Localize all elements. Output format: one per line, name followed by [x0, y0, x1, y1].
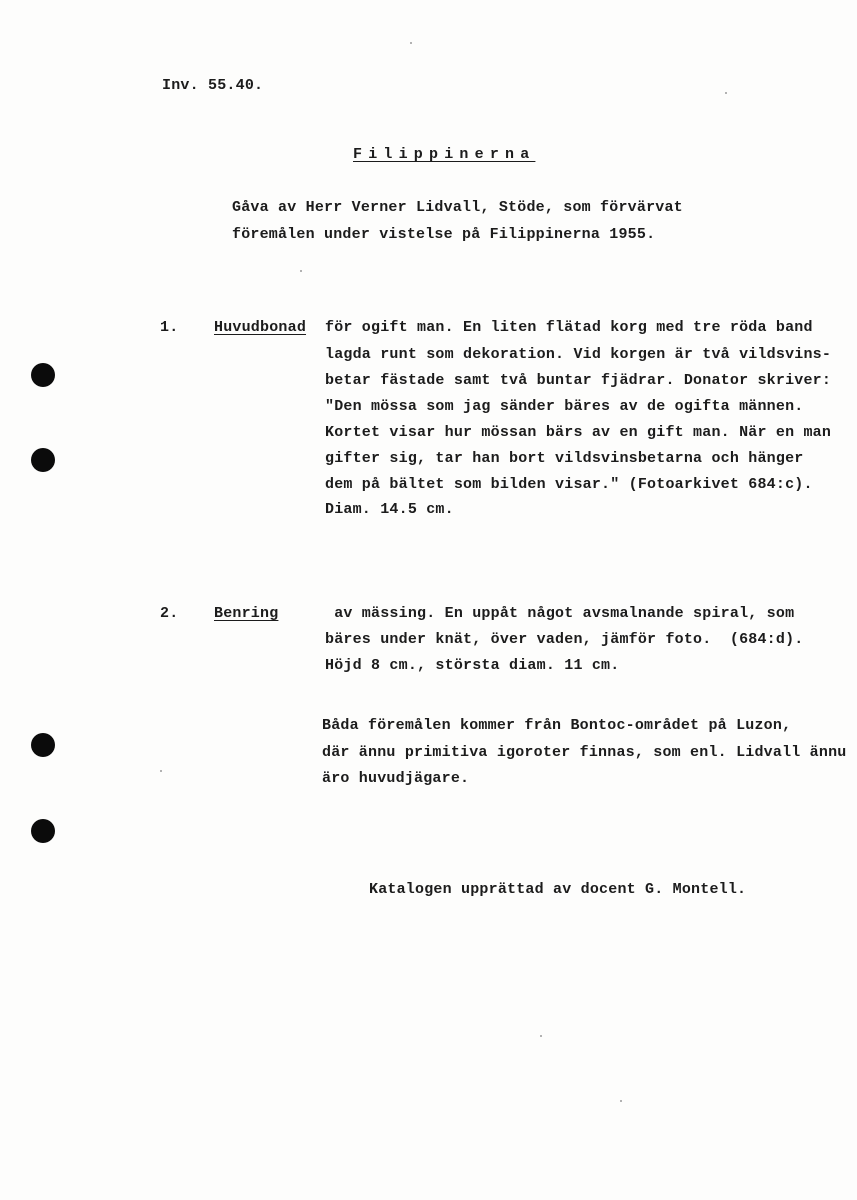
item-1-line-8: Diam. 14.5 cm. — [325, 501, 454, 518]
document-title: Filippinerna — [353, 146, 536, 163]
scan-speck — [540, 1035, 542, 1037]
punch-hole-3 — [31, 733, 55, 757]
item-1-line-7: dem på bältet som bilden visar." (Fotoarkivet 684:c). — [325, 476, 813, 493]
intro-line-1: Gåva av Herr Verner Lidvall, Stöde, som förvärvat — [232, 199, 683, 216]
closing-line-2: där ännu primitiva igoroter finnas, som enl. Lidvall ännu — [322, 744, 847, 761]
item-1-line-3: betar fästade samt två buntar fjädrar. Donator skriver: — [325, 372, 832, 389]
item-1-line-6: gifter sig, tar han bort vildsvinsbetarna och hänger — [325, 450, 804, 467]
item-1-number: 1. — [160, 319, 179, 336]
item-2-name: Benring — [214, 605, 279, 622]
intro-line-2: föremålen under vistelse på Filippinerna 1955. — [232, 226, 656, 243]
item-2-line-2: bäres under knät, över vaden, jämför foto. (684:d). — [325, 631, 804, 648]
item-1-line-2: lagda runt som dekoration. Vid korgen är två vildsvins- — [325, 346, 832, 363]
scan-speck — [620, 1100, 622, 1102]
item-1-name: Huvudbonad — [214, 319, 307, 336]
punch-hole-4 — [31, 819, 55, 843]
catalog-signature: Katalogen upprättad av docent G. Montell. — [369, 881, 747, 898]
punch-hole-2 — [31, 448, 55, 472]
scan-speck — [160, 770, 162, 772]
inventory-number: Inv. 55.40. — [162, 77, 264, 94]
item-2-number: 2. — [160, 605, 179, 622]
scan-speck — [300, 270, 302, 272]
punch-hole-1 — [31, 363, 55, 387]
item-1-line-5: Kortet visar hur mössan bärs av en gift man. När en man — [325, 424, 832, 441]
closing-line-3: äro huvudjägare. — [322, 770, 470, 787]
item-2-line-1: av mässing. En uppåt något avsmalnande spiral, som — [325, 605, 795, 622]
item-1-line-1: för ogift man. En liten flätad korg med tre röda band — [325, 319, 813, 336]
item-1-line-4: "Den mössa som jag sänder bäres av de ogifta männen. — [325, 398, 804, 415]
scan-speck — [725, 92, 727, 94]
item-2-line-3: Höjd 8 cm., största diam. 11 cm. — [325, 657, 620, 674]
scan-speck — [410, 42, 412, 44]
closing-line-1: Båda föremålen kommer från Bontoc-området på Luzon, — [322, 717, 792, 734]
